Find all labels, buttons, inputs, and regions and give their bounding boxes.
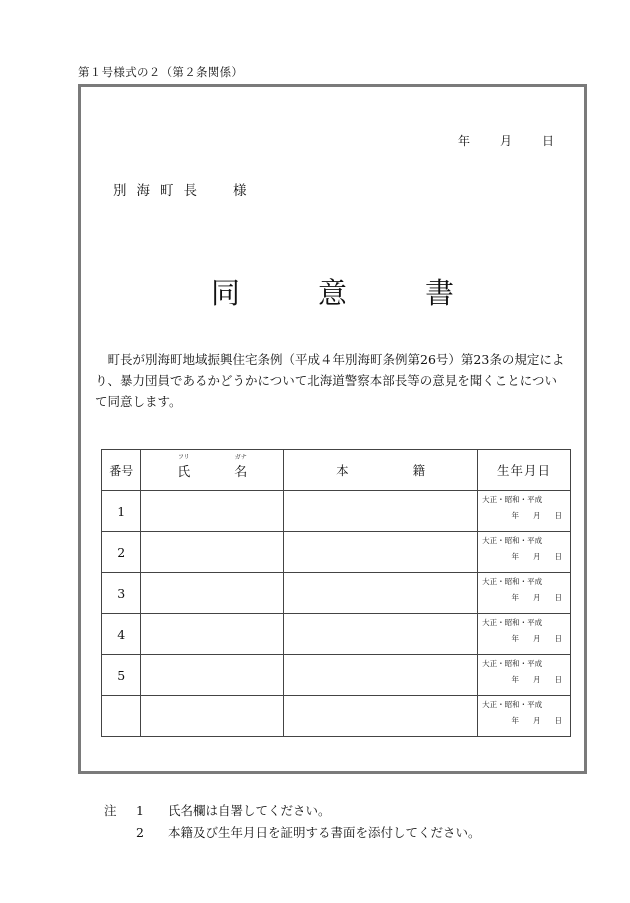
birthdate-month-label: 月	[533, 552, 541, 561]
birthdate-year-label: 年	[511, 634, 519, 643]
document-title: 同意書	[210, 276, 532, 310]
row-number: 2	[102, 532, 141, 573]
header-domicile-2: 籍	[412, 463, 426, 478]
note-item	[104, 822, 481, 844]
name-field[interactable]	[141, 491, 284, 532]
birthdate-year-label: 年	[511, 593, 519, 602]
birthdate-month-label: 月	[533, 634, 541, 643]
era-options: 大正・昭和・平成	[482, 700, 543, 709]
row-number: 4	[102, 614, 141, 655]
era-options: 大正・昭和・平成	[482, 536, 543, 545]
header-domicile	[284, 450, 478, 491]
birthdate-day-label: 日	[554, 634, 562, 643]
addressee-honorific: 様	[233, 183, 247, 199]
form-code: 第１号様式の２（第２条関係）	[78, 65, 244, 79]
domicile-field[interactable]	[284, 491, 478, 532]
notes	[104, 800, 481, 844]
name-field[interactable]	[141, 532, 284, 573]
row-number: 3	[102, 573, 141, 614]
addressee	[113, 179, 247, 199]
header-birthdate: 生年月日	[478, 450, 571, 491]
birthdate-day-label: 日	[554, 511, 562, 520]
domicile-field[interactable]	[284, 573, 478, 614]
table-row	[102, 696, 571, 737]
notes-lead: 注	[104, 803, 117, 818]
birthdate-day-label: 日	[554, 552, 562, 561]
birthdate-day-label: 日	[554, 675, 562, 684]
birthdate-month-label: 月	[533, 716, 541, 725]
domicile-field[interactable]	[284, 614, 478, 655]
birthdate-ymd	[482, 634, 570, 644]
birthdate-year-label: 年	[511, 675, 519, 684]
birthdate-year-label: 年	[511, 552, 519, 561]
domicile-field[interactable]	[284, 655, 478, 696]
name-field[interactable]	[141, 573, 284, 614]
header-number: 番号	[102, 450, 141, 491]
header-name-ruby-1: フリ	[177, 453, 190, 461]
birthdate-field[interactable]	[478, 696, 571, 737]
domicile-field[interactable]	[284, 696, 478, 737]
row-number: 1	[102, 491, 141, 532]
header-domicile-1: 本	[336, 463, 349, 478]
addressee-name: 別海町長	[113, 183, 207, 199]
table-header-row	[102, 450, 571, 491]
birthdate-ymd	[482, 675, 570, 685]
birthdate-ymd	[482, 511, 570, 521]
birthdate-field[interactable]	[478, 491, 571, 532]
note-text: 氏名欄は自署してください。	[168, 803, 331, 818]
date-month-label: 月	[499, 134, 512, 148]
name-field[interactable]	[141, 655, 284, 696]
birthdate-field[interactable]	[478, 655, 571, 696]
table-row	[102, 573, 571, 614]
row-number: 5	[102, 655, 141, 696]
birthdate-year-label: 年	[511, 716, 519, 725]
birthdate-day-label: 日	[554, 716, 562, 725]
note-text: 本籍及び生年月日を証明する書面を添付してください。	[168, 825, 481, 840]
header-name-1: 氏	[177, 464, 191, 480]
consent-table	[101, 449, 571, 737]
date-line	[458, 132, 554, 149]
name-field[interactable]	[141, 614, 284, 655]
table-body	[102, 491, 571, 737]
era-options: 大正・昭和・平成	[482, 618, 543, 627]
birthdate-month-label: 月	[533, 511, 541, 520]
birthdate-day-label: 日	[554, 593, 562, 602]
date-day-label: 日	[541, 134, 554, 148]
header-name-ruby-2: ガナ	[234, 453, 247, 461]
birthdate-ymd	[482, 716, 570, 726]
table-row	[102, 532, 571, 573]
note-number: 2	[136, 825, 144, 840]
birthdate-ymd	[482, 593, 570, 603]
header-name	[141, 450, 284, 491]
row-number	[102, 696, 141, 737]
birthdate-field[interactable]	[478, 532, 571, 573]
birthdate-ymd	[482, 552, 570, 562]
date-year-label: 年	[457, 134, 470, 148]
era-options: 大正・昭和・平成	[482, 659, 543, 668]
domicile-field[interactable]	[284, 532, 478, 573]
era-options: 大正・昭和・平成	[482, 577, 543, 586]
header-name-2: 名	[234, 464, 248, 480]
note-number: 1	[136, 803, 144, 818]
birthdate-month-label: 月	[533, 593, 541, 602]
birthdate-field[interactable]	[478, 573, 571, 614]
table-row	[102, 655, 571, 696]
birthdate-month-label: 月	[533, 675, 541, 684]
name-field[interactable]	[141, 696, 284, 737]
birthdate-year-label: 年	[511, 511, 519, 520]
consent-statement: 町長が別海町地域振興住宅条例（平成４年別海町条例第26号）第23条の規定により、暴力団員であるかどうかについて北海道警察本部長等の意見を聞くことについて同意します。	[95, 352, 565, 409]
table-row	[102, 491, 571, 532]
era-options: 大正・昭和・平成	[482, 495, 543, 504]
note-item	[104, 800, 481, 822]
table-row	[102, 614, 571, 655]
consent-form-frame	[78, 84, 587, 774]
birthdate-field[interactable]	[478, 614, 571, 655]
